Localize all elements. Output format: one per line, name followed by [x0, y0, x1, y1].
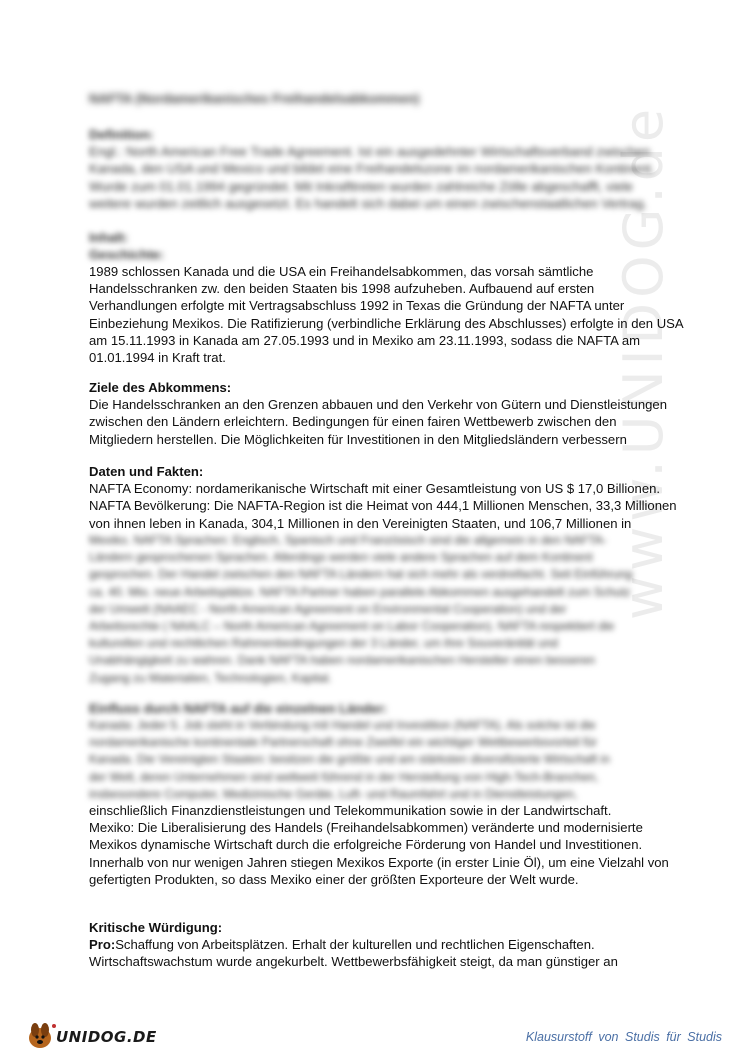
paragraph-line: Die Handelsschranken an den Grenzen abbauen und den Verkehr von Gütern und Dienstleistungen	[89, 397, 667, 413]
paragraph-line: Verhandlungen erfolgte mit Vertragsabschluss 1992 in Texas die Gründung der NAFTA unter	[89, 298, 625, 314]
blurred-line: Arbeitsrechte ( NAALC – North American Agreement on Labor Cooperation). NAFTA respektiert die	[89, 618, 615, 633]
kritik-heading: Kritische Würdigung:	[89, 920, 223, 935]
paragraph-line: NAFTA Economy: nordamerikanische Wirtschaft mit einer Gesamtleistung von US $ 17,0 Billionen.	[89, 481, 661, 497]
pro-text: Schaffung von Arbeitsplätzen. Erhalt der kulturellen und rechtlichen Eigenschaften.	[115, 937, 595, 953]
paragraph-line: Innerhalb von nur wenigen Jahren stiegen Mexikos Exporte (in erster Linie Öl), um eine Vielzahl von	[89, 854, 669, 870]
blurred-line: der Umwelt (NAAEC - North American Agreement on Environmental Cooperation) und der	[89, 601, 567, 616]
blurred-line: ca. 40. Mio. neue Arbeitsplätze. NAFTA Partner haben parallele Abkommen ausgehandelt zum Schutz	[89, 584, 631, 599]
paragraph-line: 1989 schlossen Kanada und die USA ein Freihandelsabkommen, das vorsah sämtliche	[89, 264, 594, 279]
footer-slogan: Klausurstoff von Studis für Studis	[525, 1030, 722, 1044]
daten-heading: Daten und Fakten:	[89, 464, 204, 479]
footer-logo-text: UNIDOG.DE	[56, 1028, 157, 1046]
geschichte-heading: Geschichte:	[89, 247, 164, 262]
blurred-line: Kanada. Die Vereinigten Staaten: besitzen die größte und am stärksten diversifizierte Wirtschaft in	[89, 752, 610, 767]
blurred-line: nordamerikanische kontinentale Partnerschaft ohne Zweifel ein wichtiger Wettbewerbsvorteil für	[89, 735, 598, 750]
blurred-line: insbesondere Computer, Medizinische Geräte, Luft- und Raumfahrt und in Dienstleistungen,	[89, 786, 578, 801]
blurred-line: gesprochen. Der Handel zwischen den NAFTA Ländern hat sich mehr als verdreifacht. Seit Einführung	[89, 567, 633, 582]
einfluss-section	[89, 802, 674, 888]
definition-line: weitere wurden zeitlich ausgesetzt. Es handelt sich dabei um einen zwischenstaatlichen Vertrag.	[89, 195, 648, 211]
paragraph-line: zwischen den Ländern erleichtern. Bedingungen für einen fairen Wettbewerb zwischen den	[89, 414, 617, 430]
blurred-line: der Welt, deren Unternehmen sind weltweit führend in der Herstellung von High-Tech-Branchen,	[89, 769, 599, 784]
einfluss-heading: Einfluss durch NAFTA auf die einzelnen Länder:	[89, 701, 388, 716]
definition-section	[89, 126, 674, 212]
paragraph-line: Mexiko: Die Liberalisierung des Handels (Freihandelsabkommen) veränderte und modernisierte	[89, 820, 643, 836]
paragraph-line: Mexikos dynamische Wirtschaft durch die erfolgreiche Förderung von Handel und Investitionen.	[89, 837, 643, 853]
paragraph-line: Mitgliedern herstellen. Die Möglichkeiten für Investitionen in den Mitgliedsländern verbessern	[89, 431, 627, 447]
ziele-section	[89, 379, 674, 448]
pro-label: Pro:	[89, 937, 116, 953]
daten-blurred-section	[89, 532, 674, 687]
document-title: NAFTA (Nordamerikanisches Freihandelsabkommen)	[89, 91, 420, 106]
definition-line: Kanada, den USA und Mexico und bildet eine Freihandelszone im nordamerikanischen Kontinent.	[89, 161, 655, 177]
definition-heading: Definition:	[89, 127, 154, 142]
geschichte-section	[89, 263, 684, 366]
blurred-line: Mexiko. NAFTA Sprachen: Englisch, Spanisch und Französisch sind die allgemein in den NAFTA-	[89, 533, 607, 547]
paragraph-line: NAFTA Bevölkerung: Die NAFTA-Region ist die Heimat von 444,1 Millionen Menschen, 33,3 Millionen	[89, 498, 677, 514]
paragraph-line: Handelsschranken zw. den beiden Staaten bis 1998 aufzuheben. Aufbauend auf ersten	[89, 281, 595, 297]
daten-section	[89, 463, 677, 532]
paragraph-line: Einbeziehung Mexikos. Die Ratifizierung (verbindliche Erklärung des Abschlusses) erfolgte in den USA	[89, 315, 684, 331]
blurred-line: Ländern gesprochenen Sprachen. Allerdings werden viele andere Sprachen auf dem Kontinent	[89, 550, 593, 565]
blurred-line: Unabhängigkeit zu wahren. Dank NAFTA haben nordamerikanischen Hersteller einen besseren	[89, 653, 596, 668]
paragraph-line: einschließlich Finanzdienstleistungen und Telekommunikation sowie in der Landwirtschaft.	[89, 803, 612, 818]
pro-line	[89, 936, 674, 953]
blurred-line: Zugang zu Materialien, Technologien, Kapital.	[89, 670, 332, 685]
paragraph-line: 01.01.1994 in Kraft trat.	[89, 349, 226, 365]
blurred-line: kulturellen und rechtlichen Rahmenbedingungen der 3 Länder, um ihre Souveränität und	[89, 636, 558, 651]
kritik-section	[89, 919, 674, 971]
paragraph-line: Wirtschaftswachstum wurde angekurbelt. Wettbewerbsfähigkeit steigt, da man günstiger an	[89, 954, 618, 970]
paragraph-line: am 15.11.1993 in Kanada am 27.05.1993 und in Mexiko am 23.11.1993, sodass die NAFTA am	[89, 332, 641, 348]
definition-line: Wurde zum 01.01.1994 gegründet. Mit Inkrafttreten wurden zahlreiche Zölle abgeschafft, viele	[89, 178, 633, 194]
einfluss-blurred-section	[89, 717, 674, 803]
paragraph-line: gefertigten Produkten, so dass Mexiko einer der größten Exporteure der Welt wurde.	[89, 871, 579, 887]
watermark: www.UNIDOG.de	[612, 103, 675, 620]
ziele-heading: Ziele des Abkommens:	[89, 380, 232, 395]
paragraph-line: von ihnen leben in Kanada, 304,1 Millionen in den Vereinigten Staaten, und 106,7 Millionen in	[89, 515, 632, 531]
inhalt-heading: Inhalt:	[89, 230, 129, 245]
blurred-line: Kanada: Jeder 5. Job steht in Verbindung mit Handel und Investition (NAFTA). Als solche ist die	[89, 718, 596, 732]
definition-line: Engl.: North American Free Trade Agreement. Ist ein ausgedehnter Wirtschaftsverband zwischen	[89, 144, 651, 160]
